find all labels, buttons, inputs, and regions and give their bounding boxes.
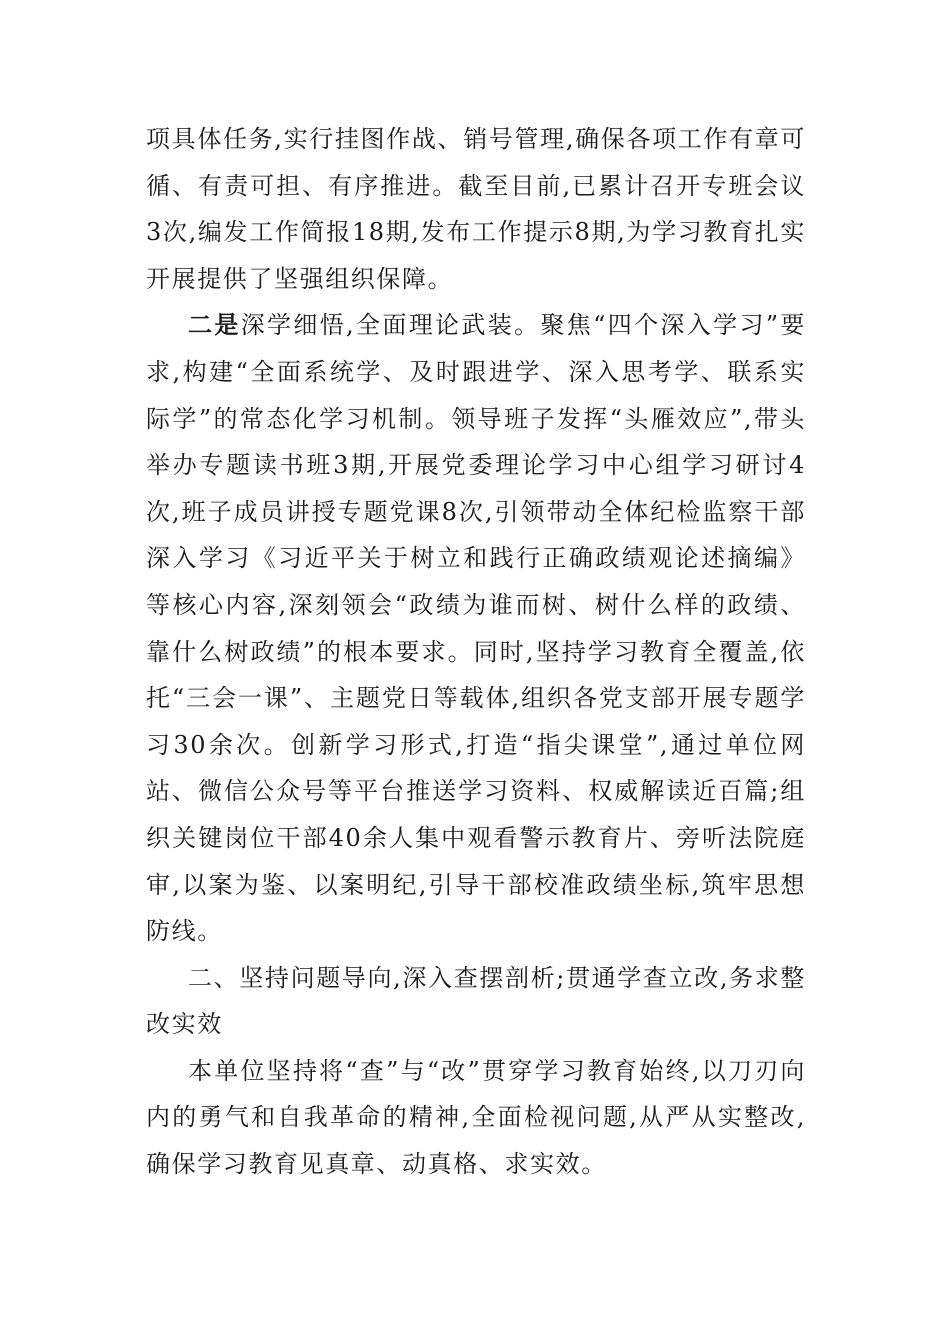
paragraph-section-intro: 本单位坚持将“查”与“改”贯穿学习教育始终,以刀刃向内的勇气和自我革命的精神,全面检视问题,从严从实整改,确保学习教育见真章、动真格、求实效。 xyxy=(146,1056,806,1179)
paragraph-continued: 项具体任务,实行挂图作战、销号管理,确保各项工作有章可循、有责可担、有序推进。截至目前,已累计召开专班会议3次,编发工作简报18期,发布工作提示8期,为学习教育扎实开展提供了坚强组织保障。 xyxy=(146,125,806,293)
paragraph-study xyxy=(146,302,806,954)
paragraph-lead: 二是 xyxy=(188,310,241,340)
document-body xyxy=(146,116,806,1188)
paragraph-body: 深学细悟,全面理论武装。聚焦“四个深入学习”要求,构建“全面系统学、及时跟进学、深入思考学、联系实际学”的常态化学习机制。领导班子发挥“头雁效应”,带头举办专题读书班3期,开展党委理论学习中心组学习研讨4次,班子成员讲授专题党课8次,引领带动全体纪检监察干部深入学习《习近平关于树立和践行正确政绩观论述摘编》等核心内容,深刻领会“政绩为谁而树、树什么样的政绩、靠什么树政绩”的根本要求。同时,坚持学习教育全覆盖,依托“三会一课”、主题党日等载体,组织各党支部开展专题学习30余次。创新学习形式,打造“指尖课堂”,通过单位网站、微信公众号等平台推送学习资料、权威解读近百篇;组织关键岗位干部40余人集中观看警示教育片、旁听法院庭审,以案为鉴、以案明纪,引导干部校准政绩坐标,筑牢思想防线。 xyxy=(146,311,806,946)
section-heading: 二、坚持问题导向,深入查摆剖析;贯通学查立改,务求整改实效 xyxy=(146,963,806,1039)
